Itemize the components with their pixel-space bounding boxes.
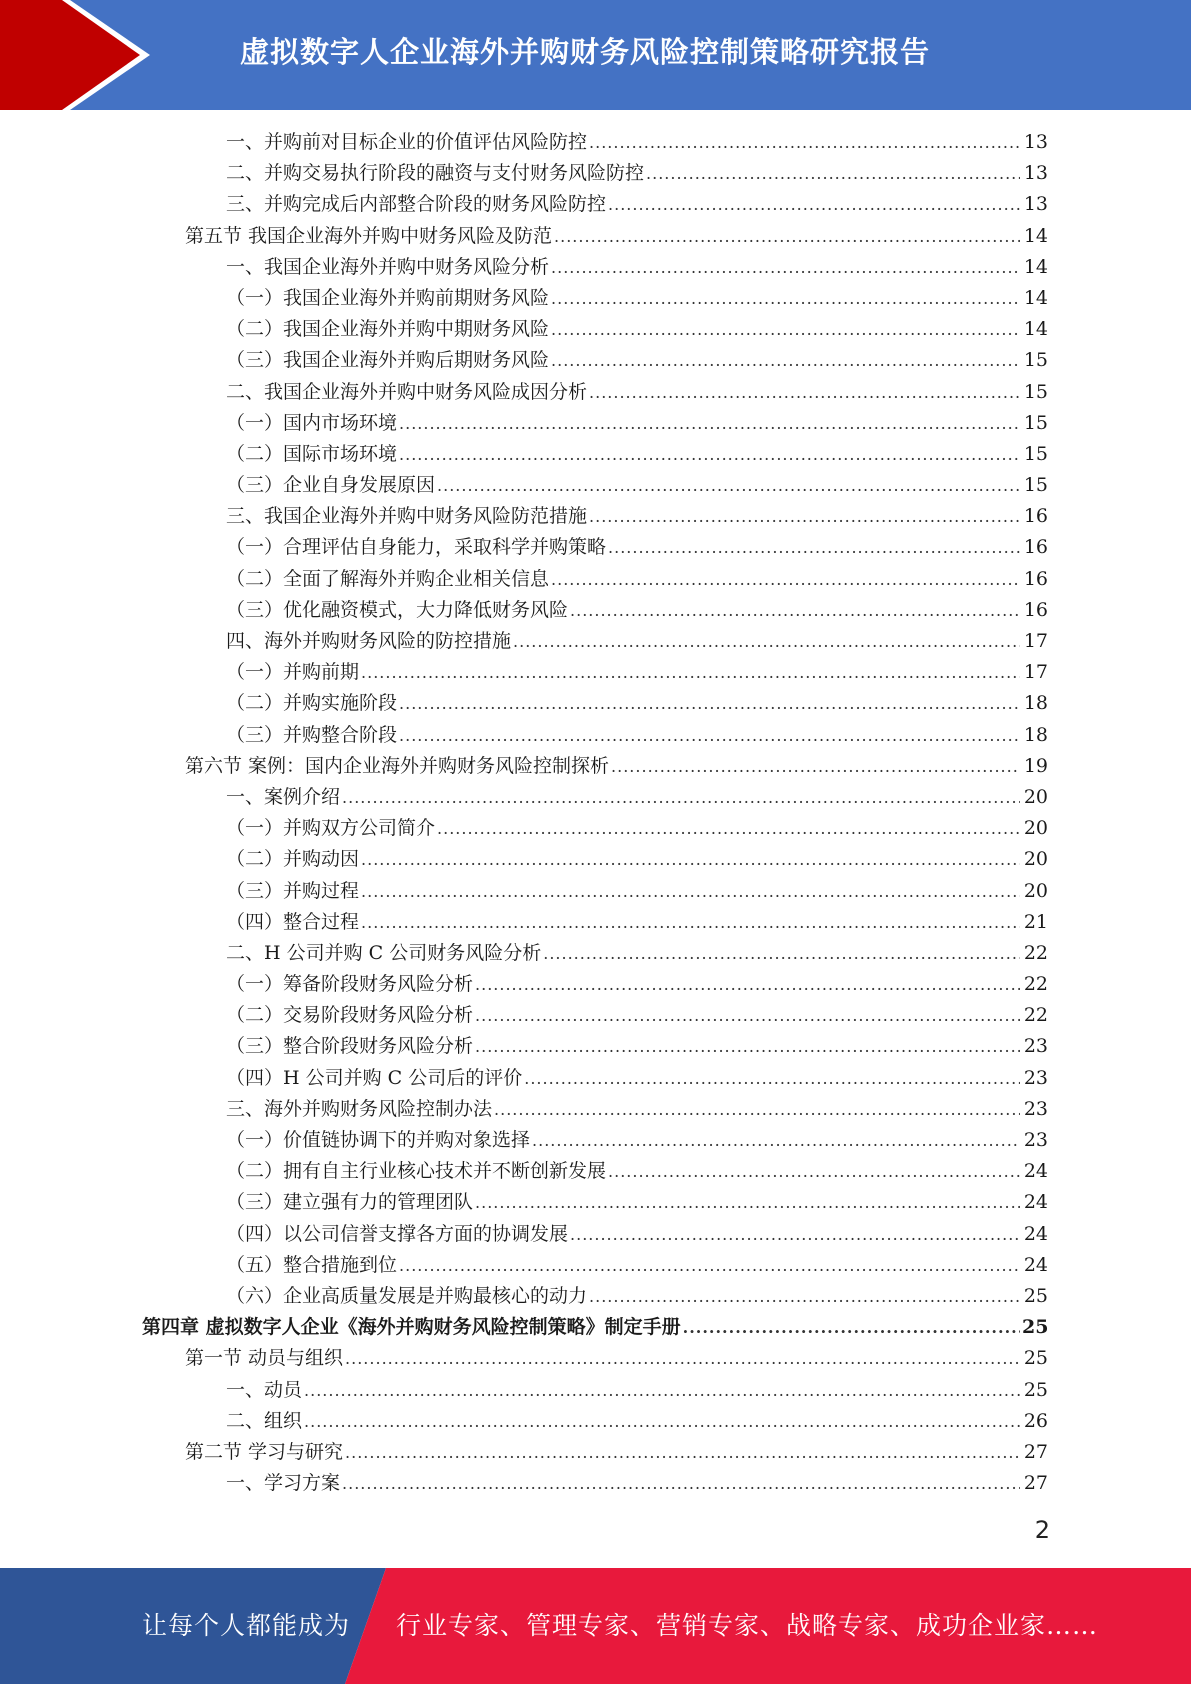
toc-entry-title: （一）国内市场环境 xyxy=(226,411,398,434)
toc-entry-page: 25 xyxy=(1022,1316,1049,1339)
toc-entry[interactable] xyxy=(0,907,1191,938)
toc-entry[interactable] xyxy=(0,1094,1191,1125)
toc-entry-title: 一、案例介绍 xyxy=(226,785,341,808)
toc-dot-leader xyxy=(475,1000,1020,1031)
toc-entry-title: 第六节 案例：国内企业海外并购财务风险控制探析 xyxy=(185,754,610,777)
toc-entry-page: 18 xyxy=(1023,692,1048,715)
toc-entry-title: （一）我国企业海外并购前期财务风险 xyxy=(226,286,550,309)
toc-entry-page: 15 xyxy=(1023,411,1048,434)
toc-entry-page: 15 xyxy=(1023,380,1048,403)
toc-dot-leader xyxy=(646,158,1020,189)
toc-entry-page: 16 xyxy=(1023,598,1048,621)
toc-entry-page: 17 xyxy=(1023,630,1048,652)
toc-entry-title: （一）价值链协调下的并购对象选择 xyxy=(226,1129,531,1151)
header-banner xyxy=(0,0,1191,110)
toc-dot-leader xyxy=(513,626,1020,657)
toc-entry-page: 21 xyxy=(1023,910,1048,933)
arrow-shape xyxy=(0,0,140,110)
toc-dot-leader xyxy=(399,439,1020,470)
toc-entry-title: 第二节 学习与研究 xyxy=(185,1440,344,1463)
toc-entry-title: （二）全面了解海外并购企业相关信息 xyxy=(226,567,550,590)
toc-entry[interactable] xyxy=(0,564,1191,595)
toc-entry-title: 三、我国企业海外并购中财务风险防范措施 xyxy=(226,505,588,528)
toc-entry-page: 23 xyxy=(1023,1066,1048,1089)
toc-entry[interactable] xyxy=(0,158,1191,189)
toc-entry[interactable] xyxy=(0,595,1191,626)
toc-dot-leader xyxy=(589,377,1020,408)
toc-dot-leader xyxy=(399,688,1020,719)
toc-dot-leader xyxy=(570,1219,1020,1250)
toc-entry-page: 14 xyxy=(1023,286,1048,309)
toc-entry-page: 22 xyxy=(1023,1004,1048,1027)
toc-entry-page: 23 xyxy=(1023,1097,1048,1120)
toc-entry-title: （一）筹备阶段财务风险分析 xyxy=(226,973,474,996)
toc-entry-title: 第四章 虚拟数字人企业《海外并购财务风险控制策略》制定手册 xyxy=(142,1316,681,1339)
toc-entry-title: （二）交易阶段财务风险分析 xyxy=(226,1004,474,1027)
toc-dot-leader xyxy=(399,408,1020,439)
toc-dot-leader xyxy=(589,127,1020,158)
toc-entry[interactable] xyxy=(0,1063,1191,1094)
toc-entry[interactable] xyxy=(0,408,1191,439)
toc-entry[interactable] xyxy=(0,626,1191,657)
toc-entry-title: （三）企业自身发展原因 xyxy=(226,474,436,497)
toc-entry-page: 15 xyxy=(1023,442,1048,465)
toc-entry[interactable] xyxy=(0,657,1191,688)
toc-entry-page: 22 xyxy=(1023,941,1048,964)
toc-entry-page: 23 xyxy=(1023,1035,1048,1058)
toc-entry-title: 一、学习方案 xyxy=(226,1472,341,1495)
toc-entry-title: 二、组织 xyxy=(226,1409,303,1432)
toc-entry-page: 16 xyxy=(1023,536,1048,559)
toc-entry[interactable] xyxy=(0,688,1191,719)
toc-dot-leader xyxy=(608,189,1020,220)
toc-entry-title: （二）并购实施阶段 xyxy=(226,692,398,715)
toc-dot-leader xyxy=(532,1125,1020,1156)
toc-entry-page: 20 xyxy=(1023,785,1048,808)
toc-entry[interactable] xyxy=(0,189,1191,220)
toc-entry-page: 13 xyxy=(1023,131,1048,153)
toc-entry-page: 22 xyxy=(1023,973,1048,996)
toc-entry-page: 17 xyxy=(1023,661,1048,684)
toc-entry-page: 19 xyxy=(1023,754,1048,777)
toc-entry[interactable] xyxy=(0,1250,1191,1281)
toc-entry-page: 24 xyxy=(1023,1160,1048,1183)
toc-entry-page: 16 xyxy=(1023,567,1048,590)
toc-entry-page: 15 xyxy=(1023,349,1048,372)
toc-entry-page: 25 xyxy=(1023,1347,1048,1370)
toc-entry-title: 二、H 公司并购 C 公司财务风险分析 xyxy=(226,941,542,964)
toc-entry-page: 24 xyxy=(1023,1191,1048,1214)
toc-entry[interactable] xyxy=(0,1343,1191,1374)
toc-dot-leader xyxy=(304,1406,1020,1437)
toc-dot-leader xyxy=(611,751,1020,782)
toc-entry-title: （三）并购过程 xyxy=(226,879,360,902)
toc-entry[interactable] xyxy=(0,532,1191,563)
toc-entry-page: 26 xyxy=(1023,1409,1048,1432)
toc-entry[interactable] xyxy=(0,1406,1191,1437)
toc-entry-title: 二、并购交易执行阶段的融资与支付财务风险防控 xyxy=(226,162,645,185)
toc-entry-title: （六）企业高质量发展是并购最核心的动力 xyxy=(226,1284,588,1307)
toc-entry-title: （三）优化融资模式，大力降低财务风险 xyxy=(226,598,569,621)
toc-entry-title: （四）以公司信誉支撑各方面的协调发展 xyxy=(226,1222,569,1245)
toc-entry-title: 第五节 我国企业海外并购中财务风险及防范 xyxy=(185,224,553,247)
toc-dot-leader xyxy=(570,595,1020,626)
toc-dot-leader xyxy=(342,1468,1020,1499)
toc-entry[interactable] xyxy=(0,782,1191,813)
toc-entry-title: （三）建立强有力的管理团队 xyxy=(226,1191,474,1214)
toc-dot-leader xyxy=(608,532,1020,563)
toc-entry[interactable] xyxy=(0,1375,1191,1406)
toc-entry-page: 20 xyxy=(1023,879,1048,902)
toc-entry[interactable] xyxy=(0,127,1191,158)
footer-slogan-left: 让每个人都能成为 xyxy=(142,1611,351,1640)
toc-dot-leader xyxy=(361,657,1020,688)
toc-entry-title: （三）并购整合阶段 xyxy=(226,723,398,746)
toc-entry[interactable] xyxy=(0,1000,1191,1031)
toc-entry[interactable] xyxy=(0,844,1191,875)
toc-entry[interactable] xyxy=(0,1312,1191,1343)
toc-entry-title: （二）我国企业海外并购中期财务风险 xyxy=(226,318,550,341)
toc-dot-leader xyxy=(589,1281,1020,1312)
toc-dot-leader xyxy=(608,1156,1020,1187)
toc-dot-leader xyxy=(524,1063,1020,1094)
header-arrow-decoration xyxy=(0,0,160,110)
toc-dot-leader xyxy=(475,969,1020,1000)
toc-entry-title: （五）整合措施到位 xyxy=(226,1253,398,1276)
toc-entry-page: 24 xyxy=(1023,1253,1048,1276)
toc-entry[interactable] xyxy=(0,751,1191,782)
toc-dot-leader xyxy=(345,1343,1020,1374)
toc-entry-page: 27 xyxy=(1023,1472,1048,1495)
toc-entry[interactable] xyxy=(0,283,1191,314)
toc-entry-page: 14 xyxy=(1023,318,1048,341)
toc-dot-leader xyxy=(543,938,1020,969)
toc-entry-title: 一、并购前对目标企业的价值评估风险防控 xyxy=(226,131,588,153)
toc-entry[interactable] xyxy=(0,501,1191,532)
toc-dot-leader xyxy=(551,564,1020,595)
toc-entry[interactable] xyxy=(0,1125,1191,1156)
toc-entry-page: 27 xyxy=(1023,1440,1048,1463)
toc-dot-leader xyxy=(475,1031,1020,1062)
toc-entry-page: 23 xyxy=(1023,1129,1048,1151)
toc-entry-title: （四）H 公司并购 C 公司后的评价 xyxy=(226,1066,523,1089)
toc-entry-page: 13 xyxy=(1023,162,1048,185)
toc-entry[interactable] xyxy=(0,221,1191,252)
toc-entry-title: （一）并购双方公司简介 xyxy=(226,817,436,840)
toc-entry[interactable] xyxy=(0,377,1191,408)
toc-entry[interactable] xyxy=(0,938,1191,969)
toc-entry-title: 三、海外并购财务风险控制办法 xyxy=(226,1097,493,1120)
toc-entry[interactable] xyxy=(0,813,1191,844)
toc-entry-page: 18 xyxy=(1023,723,1048,746)
toc-entry-title: 二、我国企业海外并购中财务风险成因分析 xyxy=(226,380,588,403)
toc-entry-title: 一、动员 xyxy=(226,1378,303,1401)
footer-slogan-right: 行业专家、管理专家、营销专家、战略专家、成功企业家…… xyxy=(396,1611,1099,1640)
toc-dot-leader xyxy=(361,844,1020,875)
toc-dot-leader xyxy=(437,470,1020,501)
toc-dot-leader xyxy=(683,1312,1020,1343)
toc-dot-leader xyxy=(399,720,1020,751)
toc-dot-leader xyxy=(551,283,1020,314)
toc-entry-title: （三）我国企业海外并购后期财务风险 xyxy=(226,349,550,372)
toc-entry[interactable] xyxy=(0,1031,1191,1062)
toc-entry-title: 四、海外并购财务风险的防控措施 xyxy=(226,630,512,652)
toc-entry-page: 16 xyxy=(1023,505,1048,528)
toc-entry-title: （一）合理评估自身能力，采取科学并购策略 xyxy=(226,536,607,559)
toc-dot-leader xyxy=(342,782,1020,813)
toc-entry-page: 20 xyxy=(1023,848,1048,871)
toc-entry-title: （一）并购前期 xyxy=(226,661,360,684)
toc-entry-page: 20 xyxy=(1023,817,1048,840)
toc-entry-title: （四）整合过程 xyxy=(226,910,360,933)
toc-entry-page: 25 xyxy=(1023,1284,1048,1307)
toc-entry[interactable] xyxy=(0,314,1191,345)
toc-entry-title: （二）并购动因 xyxy=(226,848,360,871)
toc-dot-leader xyxy=(551,314,1020,345)
toc-entry[interactable] xyxy=(0,1437,1191,1468)
toc-entry-title: 一、我国企业海外并购中财务风险分析 xyxy=(226,255,550,278)
toc-dot-leader xyxy=(494,1094,1020,1125)
toc-entry[interactable] xyxy=(0,1156,1191,1187)
toc-entry-page: 14 xyxy=(1023,255,1048,278)
toc-entry[interactable] xyxy=(0,1187,1191,1218)
document-title: 虚拟数字人企业海外并购财务风险控制策略研究报告 xyxy=(240,35,931,69)
toc-entry-title: （二）拥有自主行业核心技术并不断创新发展 xyxy=(226,1160,607,1183)
toc-entry-title: 第一节 动员与组织 xyxy=(185,1347,344,1370)
toc-entry[interactable] xyxy=(0,439,1191,470)
toc-entry-title: （三）整合阶段财务风险分析 xyxy=(226,1035,474,1058)
toc-entry-title: （二）国际市场环境 xyxy=(226,442,398,465)
toc-entry-page: 25 xyxy=(1023,1378,1048,1401)
toc-entry[interactable] xyxy=(0,969,1191,1000)
toc-dot-leader xyxy=(554,221,1020,252)
toc-dot-leader xyxy=(551,252,1020,283)
toc-entry-title: 三、并购完成后内部整合阶段的财务风险防控 xyxy=(226,193,607,216)
table-of-contents xyxy=(0,127,1191,1499)
footer-banner xyxy=(0,1568,1191,1684)
toc-entry[interactable] xyxy=(0,252,1191,283)
toc-dot-leader xyxy=(475,1187,1020,1218)
toc-entry[interactable] xyxy=(0,345,1191,376)
toc-entry-page: 15 xyxy=(1023,474,1048,497)
toc-entry[interactable] xyxy=(0,1281,1191,1312)
page-number: 2 xyxy=(1034,1516,1050,1544)
toc-entry[interactable] xyxy=(0,1219,1191,1250)
toc-entry[interactable] xyxy=(0,1468,1191,1499)
toc-dot-leader xyxy=(361,876,1020,907)
toc-dot-leader xyxy=(304,1375,1020,1406)
toc-entry-page: 14 xyxy=(1023,224,1048,247)
toc-dot-leader xyxy=(361,907,1020,938)
toc-dot-leader xyxy=(551,345,1020,376)
toc-dot-leader xyxy=(345,1437,1020,1468)
toc-entry[interactable] xyxy=(0,876,1191,907)
toc-dot-leader xyxy=(437,813,1020,844)
toc-entry[interactable] xyxy=(0,720,1191,751)
toc-dot-leader xyxy=(399,1250,1020,1281)
toc-entry-page: 24 xyxy=(1023,1222,1048,1245)
toc-entry-page: 13 xyxy=(1023,193,1048,216)
toc-entry[interactable] xyxy=(0,470,1191,501)
toc-dot-leader xyxy=(589,501,1020,532)
